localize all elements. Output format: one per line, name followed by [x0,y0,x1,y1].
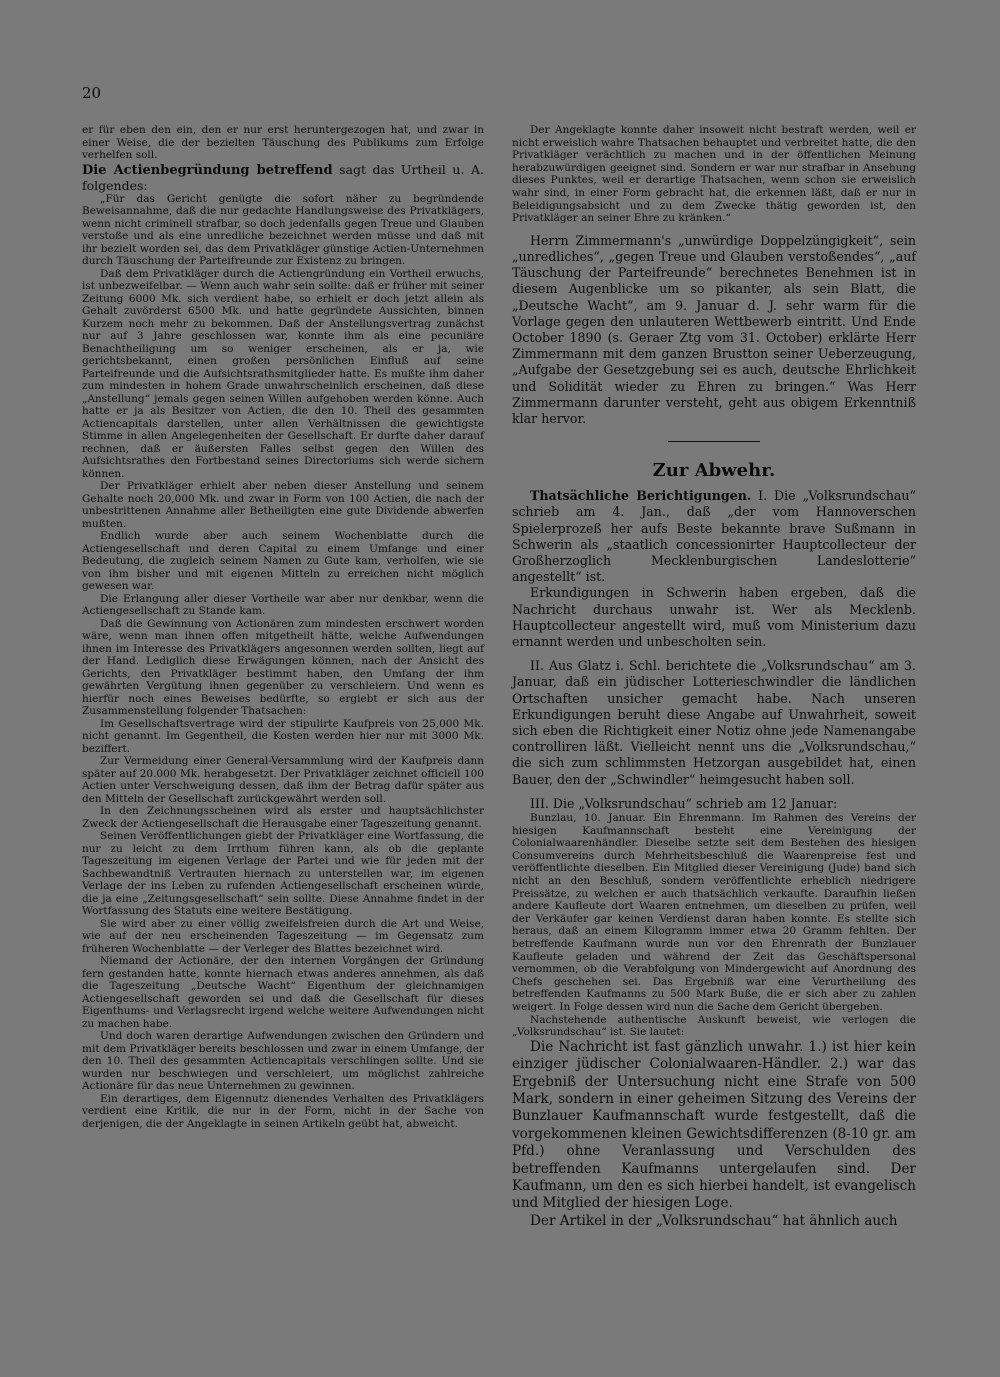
paragraph-text: I. Die „Volksrundschau“ schrieb am 4. Jan., daß „der vom Hannoverschen Spielerprozeß her aufs Beste bekannte brave Sußmann in Schwerin als „staatlich concessionirter Hauptcollecteur der Großherzoglich Mecklenburgischen Landeslotterie“ angestellt“ ist. [512,488,916,585]
paragraph: Erkundigungen in Schwerin haben ergeben, daß die Nachricht durchaus unwahr ist. Wer als Mecklenb. Hauptcollecteur angestellt wird, muß vom Ministerium dazu ernannt werden und unbescholten sein. [512,585,916,650]
paragraph: Der Privatkläger erhielt aber neben dieser Anstellung und seinem Gehalte noch 20,000 Mk. und zwar in Form von 100 Actien, die nach der unbestrittenen Annahme aller Betheiligten eine gute Dividende abwerfen mußten. [82,480,484,530]
paragraph: Die Erlangung aller dieser Vortheile war aber nur denkbar, wenn die Actiengesellschaft zu Stande kam. [82,592,484,617]
paragraph: Die Nachricht ist fast gänzlich unwahr. 1.) ist hier kein einziger jüdischer Colonialwaaren-Händler. 2.) war das Ergebniß der Untersuchung nicht eine Strafe von 500 Mark, sondern in einer geheimen Sitzung des Vereins der Bunzlauer Kaufmannschaft wurde festgestellt, daß die vorgekommenen kleinen Gewichtsdifferenzen (8-10 gr. am Pfd.) ohne Veranlassung und Verschulden des betreffenden Kaufmanns untergelaufen sind. Der Kaufmann, um den es sich hierbei handelt, ist evangelisch und Mitglied der hiesigen Loge. [512,1038,916,1212]
paragraph: Sie wird aber zu einer völlig zweifelsfreien durch die Art und Weise, wie auf der neu erscheinenden Tageszeitung — im Gegensatz zum früheren Wochenblatte — der Verleger des Blattes bezeichnet wird. [82,917,484,955]
paragraph: Zur Vermeidung einer General-Versammlung wird der Kaufpreis dann später auf 20.000 Mk. herabgesetzt. Der Privatkläger zeichnet officiell 100 Actien unter Verschweigung dessen, daß ihm der Betrag dafür später aus den Mitteln der Gesellschaft zurückgewährt werden soll. [82,755,484,805]
paragraph: Herrn Zimmermann's „unwürdige Doppelzüngigkeit“, sein „unredliches“, „gegen Treue und Glauben verstoßendes“, „auf Täuschung der Parteifreunde“ berechnetes Benehmen ist in diesem Augenblicke um so pikanter, als sein Blatt, die „Deutsche Wacht“, am 9. Januar d. J. sehr warm für die Vorlage gegen den unlauteren Wettbewerb eintritt. Und Ende October 1890 (s. Geraer Ztg vom 31. October) erklärte Herr Zimmermann mit dem ganzen Brustton seiner Ueberzeugung, „Aufgabe der Gesetzgebung sei es auch, deutsche Ehrlichkeit und Solidität wieder zu Ehren zu bringen.“ Was Herr Zimmermann darunter versteht, geht aus obigem Erkenntniß klar hervor. [512,232,916,426]
paragraph: Ein derartiges, dem Eigennutz dienendes Verhalten des Privatklägers verdient eine Kritik, die nur in der Form, nicht in der Sache von derjenigen, die der Angeklagte in seinen Artikeln geübt hat, abweicht. [82,1092,484,1130]
heading-rest: sagt das Urtheil u. A. folgendes: [82,161,484,193]
paragraph: II. Aus Glatz i. Schl. berichtete die „Volksrundschau“ am 3. Januar, daß ein jüdischer Lotterieschwindler die ländlichen Ortschaften unsicher gemacht habe. Nach unseren Erkundigungen beruht diese Angabe auf Unwahrheit, soweit sich eben die Richtigkeit einer Notiz ohne jede Namenangabe controlliren läßt. Vielleicht nennt uns die „Volksrundschau,“ die sich zum schlimmsten Hetzorgan ausgebildet hat, einen Bauer, den der „Schwindler“ heimgesucht haben soll. [512,658,916,787]
paragraph: Im Gesellschaftsvertrage wird der stipulirte Kaufpreis von 25,000 Mk. nicht genannt. Im Gegentheil, die Kosten werden hier nur mit 3000 Mk. beziffert. [82,717,484,755]
paragraph: Daß dem Privatkläger durch die Actiengründung ein Vortheil erwuchs, ist unbezweifelbar. — Wenn auch wahr sein sollte: daß er früher mit seiner Zeitung 6000 Mk. sich verdient habe, so erhielt er doch jetzt allein als Gehalt zuvörderst 6500 Mk. und hatte gegründete Aussichten, binnen Kurzem noch mehr zu bekommen. Daß der Anstellungsvertrag zunächst nur auf 3 Jahre geschlossen war, konnte ihm als eine pecuniäre Benachtheiligung um so weniger erscheinen, als er ja, wie gerichtsbekannt, einen großen persönlichen Einfluß auf seine Parteifreunde und die Aufsichtsrathsmitglieder hatte. Es mußte ihm daher zum mindesten in hohem Grade unwahrscheinlich erscheinen, daß diese „Anstellung“ jemals gegen seinen Willen aufgehoben werden könne. Auch hatte er ja als Besitzer von Actien, die den 10. Theil des gesammten Actiencapitals darstellen, unter allen Verhältnissen die gewichtigste Stimme in allen Angelegenheiten der Gesellschaft. Er durfte daher darauf rechnen, daß er äußersten Falles selbst gegen den Willen des Aufsichtsrathes den Fortbestand seines Directoriums sich werde sichern können. [82,267,484,480]
paragraph: Der Angeklagte konnte daher insoweit nicht bestraft werden, weil er nicht erweislich wahre Thatsachen behauptet und verbreitet hatte, die den Privatkläger verächtlich zu machen und in der öffentlichen Meinung herabzuwürdigen geeignet sind. Sondern er war nur strafbar in Ansehung dieses Punktes, weil er derartige Thatsachen, wenn schon sie erweislich wahr sind, in einer Form gebracht hat, die erkennen läßt, daß er nur in Beleidigungsabsicht und zu dem Zwecke thätig geworden ist, den Privatkläger an seiner Ehre zu kränken.“ [512,124,916,225]
paragraph [512,488,916,585]
paragraph: er für eben den ein, den er nur erst heruntergezogen hat, und zwar in einer Weise, die der bezielten Täuschung des Publikums zum Erfolge verhelfen soll. [82,124,484,161]
paragraph: Nachstehende authentische Auskunft beweist, wie verlogen die „Volksrundschau“ ist. Sie lautet: [512,1013,916,1039]
page-number: 20 [82,84,102,102]
quoted-paragraph: Bunzlau, 10. Januar. Ein Ehrenmann. Im Rahmen des Vereins der hiesigen Kaufmannschaft besteht eine Vereinigung der Colonialwaarenhändler. Dieselbe setzte seit dem Bestehen des hiesigen Consumvereins durch Mehrheitsbeschluß die Waarenpreise fest und veröffentlichte dieselben. Ein Mitglied dieser Vereinigung (Jude) band sich nicht an den Beschluß, sondern veröffentlichte erheblich niedrigere Preissätze, zu welchen er auch thatsächlich verkaufte. Daraufhin ließen andere Kaufleute dort Waaren entnehmen, um dieselben zu prüfen, weil der Verkäufer gar keinen Verdienst daran haben konnte. Es stellte sich heraus, daß an einem Kilogramm immer etwa 20 Gramm fehlten. Der betreffende Kaufmann wurde nun vor den Ehrenrath der Bunzlauer Kaufleute geladen und während der Zeit das Geschäftspersonal vernommen, ob die Verabfolgung von Mindergewicht auf Anordnung des Chefs geschehen sei. Das Ergebniß war eine Verurtheilung des betreffenden Kaufmanns zu 500 Mark Buße, die er sich aber zu zahlen weigert. In Folge dessen wird nun die Sache dem Gericht übergeben. [512,812,916,1013]
paragraph: III. Die „Volksrundschau“ schrieb am 12 Januar: [530,795,838,811]
paragraph: In den Zeichnungsscheinen wird als erster und hauptsächlichster Zweck der Actiengesellschaft die Herausgabe einer Tageszeitung genannt. [82,805,484,830]
right-column [512,124,916,1230]
paragraph: Der Artikel in der „Volksrundschau“ hat ähnlich auch [530,1212,898,1229]
subheading: Thatsächliche Berichtigungen. [530,488,752,504]
paragraph: Daß die Gewinnung von Actionären zum mindesten erschwert worden wäre, wenn man ihnen offen mitgetheilt hätte, welche Aufwendungen ihnen im Interesse des Privatklägers angesonnen werden sollten, liegt auf der Hand. Lediglich diese Erwägungen können, nach der Ansicht des Gerichts, den Privatkläger bestimmt haben, den Umfang der ihm gewährten Vergütung ihnen gegenüber zu verschleiern. Und wenn es hierfür noch eines Beweises bedürfte, so ergiebt er sich aus der Zusammenstellung folgender Thatsachen: [82,617,484,717]
divider [668,441,760,442]
heading-bold: Die Actienbegründung betreffend [82,162,333,178]
paragraph: Niemand der Actionäre, der den internen Vorgängen der Gründung fern gestanden hatte, konnte hiernach etwas anderes annehmen, als daß die Tageszeitung „Deutsche Wacht“ Eigenthum der gleichnamigen Actiengesellschaft geworden sei und daß die Gesellschaft für dieses Eigenthums- und Verlagsrecht irgend welche weitere Aufwendungen nicht zu machen habe. [82,955,484,1030]
paragraph: Endlich wurde aber auch seinem Wochenblatte durch die Actiengesellschaft und deren Capital zu einem Umfange und einer Bedeutung, die zugleich seinem Namen zu Gute kam, verholfen, wie sie von ihm bisher und mit eigenen Mitteln zu erreichen nicht möglich gewesen war. [82,530,484,592]
paragraph: Seinen Veröffentlichungen giebt der Privatkläger eine Wortfassung, die nur zu leicht zu dem Irrthum führen kann, als ob die geplante Tageszeitung im eigenen Verlage der Partei und wie für jeden mit der Sachbewandtniß Vertrauten hiernach zu unterstellen war, im eigenen Verlage der ins Leben zu rufenden Actiengesellschaft erscheinen würde, die ja eine „Zeitungsgesellschaft“ sein sollte. Diese Annahme findet in der Wortfassung des Statuts eine weitere Bestätigung. [82,830,484,917]
left-column [82,124,484,1130]
section-title: Zur Abwehr. [652,460,776,482]
section-heading [82,162,484,193]
paragraph: „Für das Gericht genügte die sofort näher zu begründende Beweisannahme, daß die nur gedachte Handlungsweise des Privatklägers, wenn nicht criminell strafbar, so doch jedenfalls gegen Treue und Glauben verstoße und als eine unredliche bezeichnet werden müsse und daß mit ihr bezielt worden sei, das dem Privatkläger günstige Actien-Unternehmen durch Täuschung der Parteifreunde zur Existenz zu bringen. [82,192,484,267]
paragraph: Und doch waren derartige Aufwendungen zwischen den Gründern und mit dem Privatkläger bereits beschlossen und zwar in einem Umfange, der den 10. Theil des gesammten Actiencapitals verschlingen sollte. Und sie wurden nur beschwiegen und verschleiert, um möglichst zahlreiche Actionäre für das neue Unternehmen zu gewinnen. [82,1030,484,1092]
